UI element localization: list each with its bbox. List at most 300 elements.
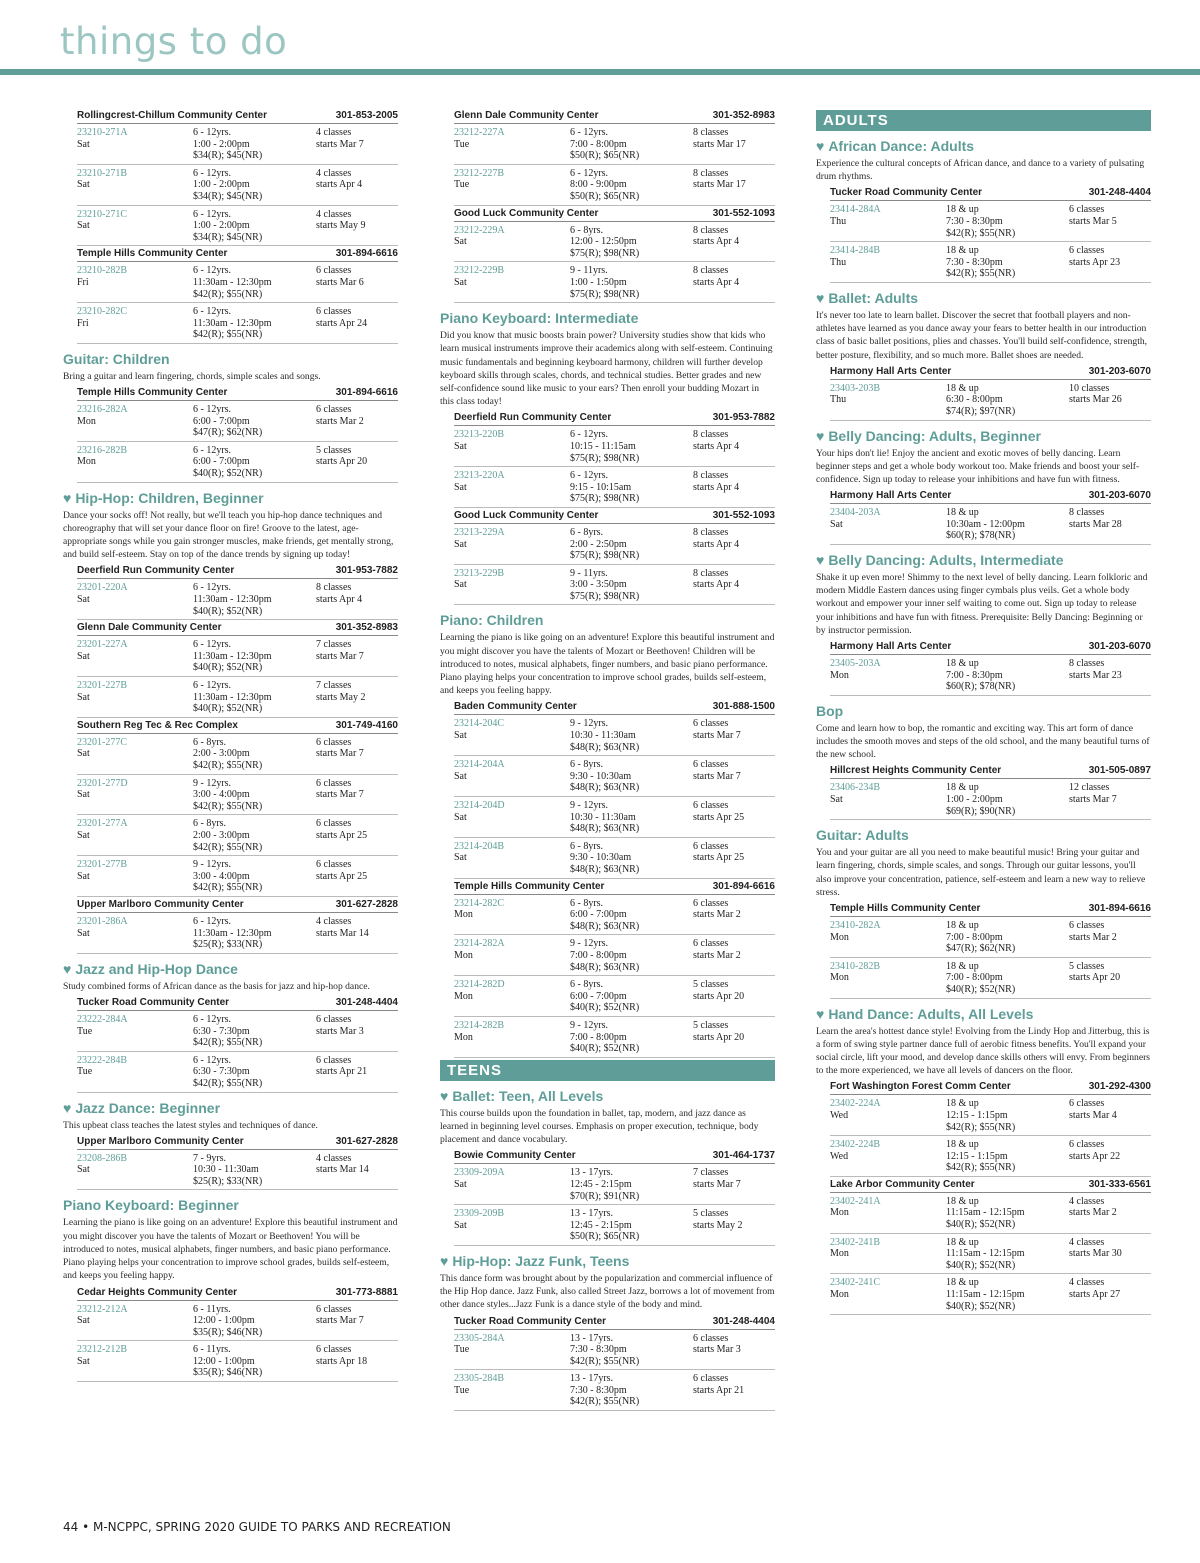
center-header bbox=[454, 1148, 775, 1164]
class-code-cell bbox=[77, 209, 193, 244]
title-rule bbox=[0, 69, 1200, 75]
activity-title-text: Hand Dance: Adults, All Levels bbox=[828, 1005, 1034, 1022]
class-ages: 6 - 12yrs. bbox=[193, 582, 232, 594]
class-details-cell bbox=[570, 470, 693, 505]
class-day: Mon bbox=[454, 909, 473, 921]
center-block bbox=[77, 1285, 398, 1383]
class-details-cell bbox=[946, 507, 1069, 542]
class-fee: $42(R); $55(NR) bbox=[193, 1037, 263, 1049]
class-count: 7 classes bbox=[693, 1167, 729, 1179]
center-header bbox=[77, 995, 398, 1011]
center-phone: 301-203-6070 bbox=[1088, 365, 1151, 377]
class-code-cell bbox=[454, 718, 570, 753]
class-day: Thu bbox=[830, 256, 847, 268]
class-ages: 18 & up bbox=[946, 507, 979, 519]
class-row bbox=[454, 797, 775, 838]
class-code: 23403-203B bbox=[830, 382, 880, 394]
center-phone: 301-203-6070 bbox=[1088, 490, 1151, 502]
class-ages: 6 - 12yrs. bbox=[570, 127, 609, 138]
center-phone: 301-749-4160 bbox=[335, 719, 398, 731]
heart-icon: ♥ bbox=[816, 138, 825, 154]
center-name: Bowie Community Center bbox=[454, 1150, 576, 1162]
class-code: 23402-241A bbox=[830, 1195, 881, 1207]
class-day: Sat bbox=[454, 236, 467, 248]
class-code-cell bbox=[830, 204, 946, 239]
class-code: 23210-271B bbox=[77, 167, 127, 179]
class-code-cell bbox=[77, 1014, 193, 1049]
class-details-cell bbox=[570, 1208, 693, 1243]
center-header bbox=[454, 108, 775, 124]
class-fee: $42(R); $55(NR) bbox=[946, 1121, 1016, 1133]
class-code: 23402-241B bbox=[830, 1236, 880, 1248]
class-code: 23210-271C bbox=[77, 208, 127, 220]
class-fee: $70(R); $91(NR) bbox=[570, 1190, 640, 1202]
class-fee: $42(R); $55(NR) bbox=[193, 329, 263, 341]
class-details-cell bbox=[193, 582, 316, 617]
class-code: 23210-282C bbox=[77, 306, 127, 318]
class-details-cell bbox=[946, 961, 1069, 996]
class-code-cell bbox=[77, 1055, 193, 1090]
activity-title bbox=[816, 703, 1151, 720]
class-schedule-cell bbox=[1069, 1098, 1151, 1133]
class-time: 10:30 - 11:30am bbox=[570, 730, 636, 742]
center-name: Glenn Dale Community Center bbox=[454, 110, 599, 121]
center-block bbox=[830, 488, 1151, 545]
class-ages: 9 - 12yrs. bbox=[193, 777, 232, 789]
activity-block bbox=[63, 1100, 398, 1191]
class-time: 3:00 - 4:00pm bbox=[193, 789, 250, 801]
class-fee: $42(R); $55(NR) bbox=[193, 288, 263, 300]
activity-block bbox=[440, 108, 775, 303]
class-code: 23222-284B bbox=[77, 1054, 127, 1066]
class-code-cell bbox=[454, 1167, 570, 1202]
class-start: starts Mar 3 bbox=[316, 1025, 364, 1037]
class-start: starts Mar 28 bbox=[1069, 518, 1122, 530]
class-code: 23201-277C bbox=[77, 736, 127, 748]
class-day: Sat bbox=[454, 538, 467, 550]
activity-title-text: Jazz and Hip-Hop Dance bbox=[75, 960, 238, 977]
center-name: Harmony Hall Arts Center bbox=[830, 640, 952, 652]
class-start: starts Apr 25 bbox=[316, 870, 368, 882]
class-start: starts Mar 7 bbox=[693, 1178, 741, 1190]
activity-title bbox=[816, 1006, 1151, 1023]
class-row bbox=[454, 1164, 775, 1205]
class-details-cell bbox=[570, 938, 693, 973]
class-start: starts Mar 7 bbox=[316, 650, 364, 662]
center-block bbox=[454, 879, 775, 1058]
activity-description: Did you know that music boosts brain power? University studies show that kids who learn musical instruments improve their academics along with self-esteem. Continuing music fundamentals and beginning keyboard harmony, children will further develop keyboard skills through scales, chords, and technical studies. Better grades and new self-confidence sound like music to your ears? Then enroll your budding Mozart in this class today! bbox=[440, 330, 773, 408]
column-2 bbox=[440, 108, 775, 1411]
center-header bbox=[77, 1134, 398, 1150]
class-day: Sat bbox=[77, 1315, 90, 1327]
class-fee: $60(R); $78(NR) bbox=[946, 681, 1016, 693]
class-row bbox=[830, 917, 1151, 958]
class-row bbox=[830, 655, 1151, 696]
class-code-cell bbox=[830, 961, 946, 996]
class-day: Sat bbox=[454, 1219, 467, 1231]
class-code-cell bbox=[454, 265, 570, 300]
center-header bbox=[77, 108, 398, 124]
class-schedule-cell bbox=[316, 818, 398, 853]
class-fee: $34(R); $45(NR) bbox=[193, 150, 263, 162]
class-day: Mon bbox=[454, 990, 473, 1002]
activity-block bbox=[63, 961, 398, 1093]
class-time: 11:15am - 12:15pm bbox=[946, 1207, 1025, 1219]
class-count: 6 classes bbox=[1069, 1098, 1105, 1110]
class-day: Mon bbox=[454, 1031, 473, 1043]
activity-description: This upbeat class teaches the latest styles and techniques of dance. bbox=[63, 1119, 318, 1131]
class-fee: $48(R); $63(NR) bbox=[570, 782, 640, 794]
class-code-cell bbox=[77, 737, 193, 772]
center-phone: 301-773-8881 bbox=[335, 1286, 398, 1298]
class-code: 23410-282A bbox=[830, 919, 881, 931]
class-code: 23201-277A bbox=[77, 818, 128, 830]
class-code: 23216-282A bbox=[77, 404, 128, 416]
class-count: 5 classes bbox=[693, 979, 729, 991]
class-ages: 9 - 11yrs. bbox=[570, 567, 608, 579]
class-code: 23201-277B bbox=[77, 859, 127, 871]
activity-block bbox=[816, 290, 1151, 421]
activity-title-text: Ballet: Adults bbox=[828, 289, 919, 306]
center-name: Rollingcrest-Chillum Community Center bbox=[77, 110, 268, 121]
activity-description: Learning the piano is like going on an adventure! Explore this beautiful instrument and you might discover you have the talents of Mozart or Beethoven! Children will be introduced to notes, musical alphabets, finger numbers, and basic piano performance. Piano playing helps your concentration to improve school grades, builds self-esteem, and keeps you feeling happy. bbox=[440, 632, 775, 697]
class-row bbox=[454, 1205, 775, 1246]
class-code: 23214-204C bbox=[454, 718, 504, 730]
class-day: Tue bbox=[77, 1066, 93, 1078]
activity-title-text: Jazz Dance: Beginner bbox=[75, 1099, 221, 1116]
center-name: Fort Washington Forest Comm Center bbox=[830, 1081, 1011, 1093]
class-count: 4 classes bbox=[316, 208, 352, 220]
class-count: 6 classes bbox=[693, 1332, 729, 1344]
class-code-cell bbox=[454, 470, 570, 505]
activity-block bbox=[816, 827, 1151, 998]
class-day: Sat bbox=[77, 1164, 90, 1176]
class-code-cell bbox=[454, 568, 570, 603]
center-header bbox=[454, 699, 775, 715]
class-row bbox=[77, 734, 398, 775]
class-start: starts Apr 20 bbox=[316, 456, 368, 468]
class-details-cell bbox=[946, 204, 1069, 239]
class-time: 10:30 - 11:30am bbox=[193, 1164, 259, 1176]
class-code-cell bbox=[830, 658, 946, 693]
class-time: 1:00 - 2:00pm bbox=[193, 179, 250, 191]
class-count: 6 classes bbox=[1069, 1139, 1105, 1151]
class-ages: 6 - 12yrs. bbox=[193, 915, 232, 927]
center-name: Tucker Road Community Center bbox=[454, 1315, 607, 1327]
class-start: starts Mar 30 bbox=[1069, 1248, 1122, 1260]
class-code: 23213-220B bbox=[454, 429, 504, 441]
class-code: 23214-204D bbox=[454, 800, 505, 812]
center-name: Lake Arbor Community Center bbox=[830, 1178, 975, 1190]
class-ages: 6 - 12yrs. bbox=[193, 444, 232, 456]
activity-title bbox=[816, 290, 1151, 307]
class-count: 6 classes bbox=[1069, 245, 1105, 257]
center-name: Harmony Hall Arts Center bbox=[830, 365, 952, 377]
center-name: Cedar Heights Community Center bbox=[77, 1286, 238, 1298]
class-count: 8 classes bbox=[1069, 657, 1105, 669]
class-count: 8 classes bbox=[693, 470, 729, 482]
class-row bbox=[454, 467, 775, 508]
class-row bbox=[454, 976, 775, 1017]
class-count: 6 classes bbox=[316, 1303, 352, 1315]
class-code: 23212-212A bbox=[77, 1303, 128, 1315]
activity-title-text: Hip-Hop: Jazz Funk, Teens bbox=[452, 1252, 630, 1269]
class-code: 23305-284B bbox=[454, 1373, 504, 1385]
class-details-cell bbox=[193, 639, 316, 674]
class-day: Mon bbox=[830, 972, 849, 984]
center-block bbox=[454, 1314, 775, 1412]
class-fee: $69(R); $90(NR) bbox=[946, 805, 1016, 817]
center-header bbox=[77, 385, 398, 401]
center-header bbox=[77, 246, 398, 262]
class-code: 23201-286A bbox=[77, 915, 128, 927]
class-details-cell bbox=[570, 225, 693, 260]
class-details-cell bbox=[193, 445, 316, 480]
class-code-cell bbox=[454, 225, 570, 260]
class-code-cell bbox=[454, 1333, 570, 1368]
center-header bbox=[77, 1285, 398, 1301]
activity-title bbox=[440, 612, 775, 629]
class-row bbox=[454, 426, 775, 467]
activity-title-text: Piano: Children bbox=[440, 612, 544, 629]
class-row bbox=[77, 913, 398, 954]
class-fee: $75(R); $98(NR) bbox=[570, 247, 640, 259]
class-details-cell bbox=[193, 680, 316, 715]
class-start: starts Apr 20 bbox=[693, 1031, 745, 1043]
class-row bbox=[454, 1017, 775, 1058]
class-day: Sat bbox=[77, 870, 90, 882]
center-header bbox=[830, 901, 1151, 917]
class-time: 7:00 - 8:00pm bbox=[570, 138, 627, 150]
class-time: 11:30am - 12:30pm bbox=[193, 691, 272, 703]
class-count: 4 classes bbox=[316, 915, 352, 927]
class-count: 6 classes bbox=[316, 859, 352, 871]
center-header bbox=[77, 620, 398, 636]
center-block bbox=[77, 385, 398, 483]
activity-title bbox=[816, 552, 1151, 569]
class-fee: $40(R); $52(NR) bbox=[570, 1043, 640, 1055]
class-day: Sat bbox=[77, 594, 90, 606]
center-name: Temple Hills Community Center bbox=[830, 902, 981, 914]
class-row bbox=[454, 124, 775, 165]
heart-icon: ♥ bbox=[63, 489, 72, 506]
class-start: starts Apr 20 bbox=[1069, 972, 1121, 984]
class-start: starts Mar 2 bbox=[1069, 931, 1117, 943]
class-fee: $34(R); $45(NR) bbox=[193, 231, 263, 243]
section-header: TEENS bbox=[440, 1060, 775, 1081]
activity-title bbox=[440, 1088, 775, 1105]
class-code: 23214-282C bbox=[454, 897, 504, 909]
class-time: 7:00 - 8:00pm bbox=[946, 972, 1003, 984]
class-details-cell bbox=[570, 979, 693, 1014]
activity-block bbox=[816, 138, 1151, 283]
class-day: Tue bbox=[77, 1025, 93, 1037]
class-day: Tue bbox=[454, 138, 470, 150]
class-code-cell bbox=[77, 582, 193, 617]
class-schedule-cell bbox=[1069, 383, 1151, 418]
class-day: Sat bbox=[77, 220, 90, 232]
center-name: Upper Marlboro Community Center bbox=[77, 1135, 244, 1147]
class-code: 23414-284A bbox=[830, 204, 881, 216]
class-fee: $40(R); $52(NR) bbox=[193, 605, 263, 617]
class-ages: 6 - 12yrs. bbox=[193, 639, 232, 651]
class-schedule-cell bbox=[1069, 658, 1151, 693]
activity-description: Come and learn how to bop, the romantic and exciting way. This art form of dance includes the smooth moves and steps of the old school, and the many beautiful turns of the new school. bbox=[816, 722, 1150, 761]
class-ages: 13 - 17yrs. bbox=[570, 1332, 614, 1344]
activity-description: It's never too late to learn ballet. Discover the secret that football players and non-athletes have learned as you dance away your fears to better health in our introduction class of basic ballet positions, plies and chasses. You'll build self-confidence, strength, better posture, flexibility, and so much more. Ballet shoes are needed. bbox=[816, 309, 1148, 361]
class-schedule-cell bbox=[316, 916, 398, 951]
class-row bbox=[454, 165, 775, 206]
class-code-cell bbox=[830, 383, 946, 418]
center-header bbox=[830, 639, 1151, 655]
class-start: starts Mar 7 bbox=[693, 770, 741, 782]
class-count: 8 classes bbox=[693, 167, 729, 179]
class-details-cell bbox=[193, 168, 316, 203]
heart-icon: ♥ bbox=[816, 427, 825, 444]
class-count: 4 classes bbox=[1069, 1195, 1105, 1207]
center-block bbox=[454, 206, 775, 304]
class-code: 23305-284A bbox=[454, 1332, 505, 1344]
activity-description: Your hips don't lie! Enjoy the ancient and exotic moves of belly dancing. Learn beginner steps and get a whole body workout too. Make friends and boost your self-confidence. Sign up today to release your inhibitions and have fun with fitness. bbox=[816, 447, 1140, 485]
heart-icon: ♥ bbox=[816, 289, 825, 306]
class-fee: $42(R); $55(NR) bbox=[946, 1162, 1016, 1174]
class-fee: $40(R); $52(NR) bbox=[946, 1219, 1016, 1231]
class-schedule-cell bbox=[316, 445, 398, 480]
class-time: 7:30 - 8:30pm bbox=[570, 1384, 627, 1396]
center-header bbox=[77, 718, 398, 734]
class-count: 8 classes bbox=[693, 265, 729, 277]
class-row bbox=[77, 401, 398, 442]
class-start: starts Mar 7 bbox=[316, 789, 364, 801]
class-row bbox=[830, 1193, 1151, 1234]
class-details-cell bbox=[946, 920, 1069, 955]
class-day: Sat bbox=[454, 276, 467, 288]
class-row bbox=[830, 1136, 1151, 1177]
class-start: starts May 2 bbox=[316, 691, 366, 703]
class-code-cell bbox=[454, 527, 570, 562]
class-code-cell bbox=[830, 1277, 946, 1312]
class-schedule-cell bbox=[316, 1304, 398, 1339]
class-code-cell bbox=[454, 127, 570, 162]
center-phone: 301-464-1737 bbox=[712, 1150, 775, 1162]
class-ages: 18 & up bbox=[946, 919, 979, 931]
class-count: 8 classes bbox=[693, 429, 729, 441]
center-name: Tucker Road Community Center bbox=[77, 996, 230, 1008]
class-code-cell bbox=[454, 1373, 570, 1408]
class-count: 6 classes bbox=[316, 265, 352, 277]
activity-title bbox=[63, 1100, 398, 1117]
class-code-cell bbox=[77, 859, 193, 894]
class-details-cell bbox=[570, 1373, 693, 1408]
activity-description: Learning the piano is like going on an adventure! Explore this beautiful instrument and you might discover you have the talents of Mozart or Beethoven! You will be introduced to notes, musical alphabets, finger numbers, and basic piano performance. Piano playing helps your concentration to improve school grades, builds self-esteem, and keeps you feeling happy. bbox=[63, 1217, 398, 1282]
class-start: starts Apr 27 bbox=[1069, 1289, 1121, 1301]
class-start: starts Apr 18 bbox=[316, 1355, 368, 1367]
class-fee: $50(R); $65(NR) bbox=[570, 190, 640, 202]
class-details-cell bbox=[570, 1167, 693, 1202]
center-phone: 301-894-6616 bbox=[335, 387, 398, 399]
activity-description: Learn the area's hottest dance style! Evolving from the Lindy Hop and Jitterbug, this is a form of swing style partner dance full of aerobic fitness benefits. You'll expand your social circle, lift your mood, and develop dance skills others will envy. From beginners to the more experienced, we have all levels of dancers on the floor. bbox=[816, 1025, 1151, 1077]
class-count: 5 classes bbox=[1069, 960, 1105, 972]
class-day: Sat bbox=[77, 829, 90, 841]
class-code: 23214-282D bbox=[454, 979, 505, 991]
class-code-cell bbox=[77, 1153, 193, 1188]
class-fee: $40(R); $52(NR) bbox=[570, 1002, 640, 1014]
class-details-cell bbox=[570, 429, 693, 464]
center-name: Temple Hills Community Center bbox=[77, 248, 228, 260]
class-fee: $34(R); $45(NR) bbox=[193, 190, 263, 202]
class-fee: $47(R); $62(NR) bbox=[946, 943, 1016, 955]
class-count: 6 classes bbox=[693, 759, 729, 771]
class-fee: $40(R); $52(NR) bbox=[946, 1300, 1016, 1312]
center-phone: 301-953-7882 bbox=[712, 412, 775, 424]
class-row bbox=[830, 380, 1151, 421]
class-code: 23216-282B bbox=[77, 444, 127, 456]
class-start: starts Apr 23 bbox=[1069, 256, 1121, 268]
page-footer: 44 • M-NCPPC, SPRING 2020 GUIDE TO PARKS AND RECREATION bbox=[63, 1520, 451, 1534]
class-row bbox=[77, 1301, 398, 1342]
center-block bbox=[830, 639, 1151, 696]
class-day: Sat bbox=[454, 1178, 467, 1190]
class-day: Fri bbox=[77, 276, 89, 288]
class-fee: $75(R); $98(NR) bbox=[570, 452, 640, 464]
class-start: starts Apr 4 bbox=[316, 594, 363, 606]
class-ages: 6 - 11yrs. bbox=[193, 1303, 231, 1315]
class-code: 23309-209B bbox=[454, 1208, 504, 1220]
class-start: starts Mar 6 bbox=[316, 276, 364, 288]
class-schedule-cell bbox=[693, 1208, 775, 1243]
class-time: 11:30am - 12:30pm bbox=[193, 927, 272, 939]
class-start: starts Apr 4 bbox=[693, 276, 740, 288]
class-count: 7 classes bbox=[316, 639, 352, 651]
class-fee: $48(R); $63(NR) bbox=[570, 961, 640, 973]
class-time: 12:00 - 1:00pm bbox=[193, 1355, 255, 1367]
class-details-cell bbox=[946, 1237, 1069, 1272]
class-code-cell bbox=[830, 782, 946, 817]
class-day: Sat bbox=[77, 179, 90, 191]
class-row bbox=[77, 1341, 398, 1382]
class-schedule-cell bbox=[693, 979, 775, 1014]
class-time: 6:30 - 7:30pm bbox=[193, 1025, 250, 1037]
class-count: 6 classes bbox=[693, 938, 729, 950]
class-start: starts Apr 4 bbox=[316, 179, 363, 191]
class-start: starts Apr 25 bbox=[693, 852, 745, 864]
center-header bbox=[77, 897, 398, 913]
class-code: 23214-204A bbox=[454, 759, 505, 771]
class-code-cell bbox=[77, 1344, 193, 1379]
class-fee: $35(R); $46(NR) bbox=[193, 1367, 263, 1379]
class-ages: 6 - 12yrs. bbox=[193, 404, 232, 416]
class-ages: 6 - 12yrs. bbox=[193, 127, 232, 138]
class-code-cell bbox=[77, 639, 193, 674]
class-schedule-cell bbox=[693, 429, 775, 464]
class-schedule-cell bbox=[316, 639, 398, 674]
class-row bbox=[77, 856, 398, 897]
class-count: 8 classes bbox=[316, 582, 352, 594]
class-count: 5 classes bbox=[316, 444, 352, 456]
class-fee: $40(R); $52(NR) bbox=[946, 1259, 1016, 1271]
class-day: Tue bbox=[454, 1384, 470, 1396]
class-row bbox=[830, 242, 1151, 283]
center-block bbox=[830, 1079, 1151, 1177]
center-phone: 301-333-6561 bbox=[1088, 1178, 1151, 1190]
center-block bbox=[454, 508, 775, 606]
class-code-cell bbox=[454, 168, 570, 203]
class-ages: 18 & up bbox=[946, 1139, 979, 1151]
center-block bbox=[77, 1134, 398, 1191]
class-ages: 18 & up bbox=[946, 1098, 979, 1110]
class-schedule-cell bbox=[316, 737, 398, 772]
activity-description: You and your guitar are all you need to make beautiful music! Bring your guitar and learn fingering, chords, simple scales, and songs. Through our guitar lessons, you'll also improve your concentration, patience, self-esteem and learn a new way to relieve stress. bbox=[816, 847, 1146, 898]
